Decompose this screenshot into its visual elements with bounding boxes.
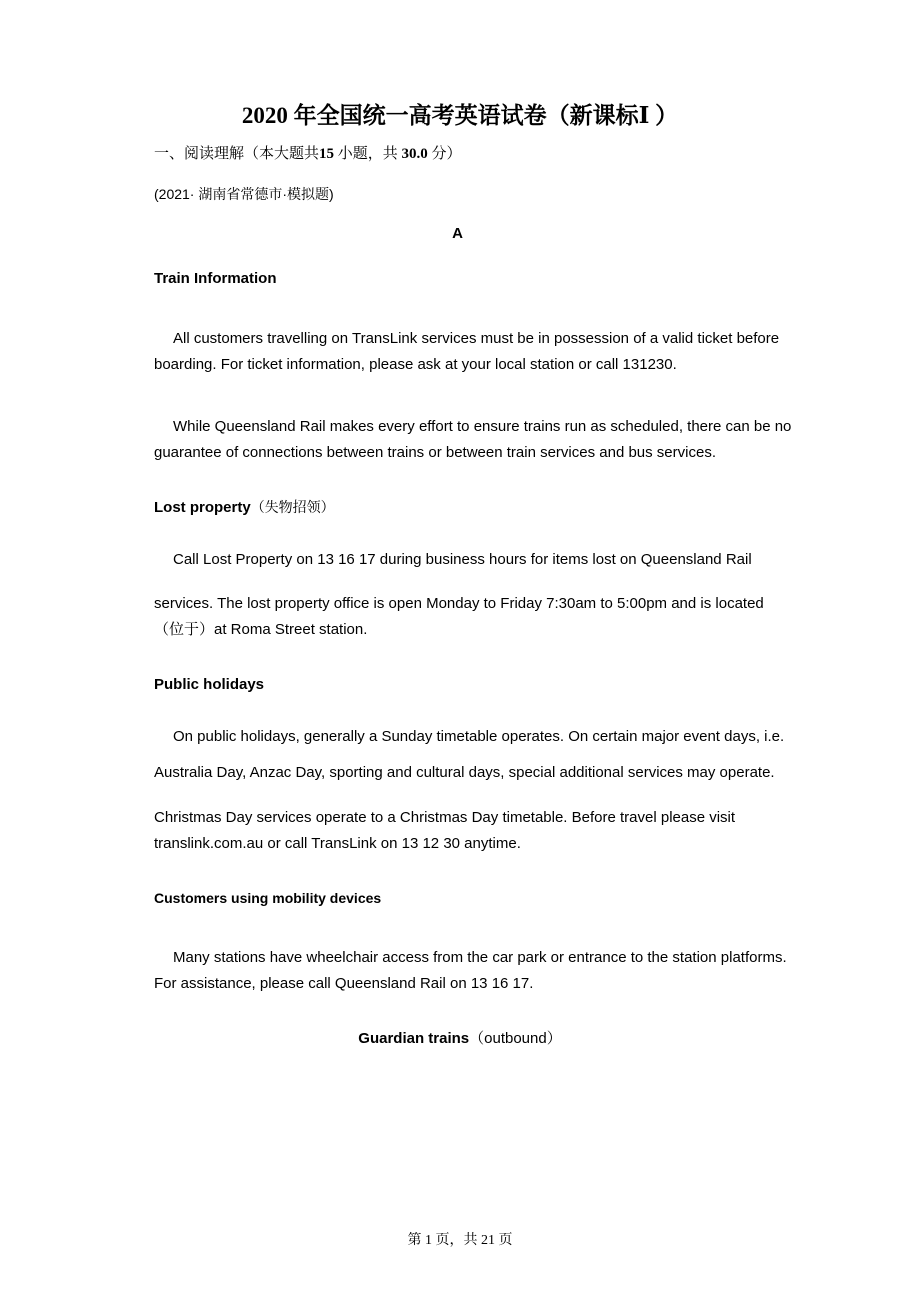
train-info-p2-line2: guarantee of connections between trains or between train services and bus services. (154, 444, 716, 461)
page-title: 2020 年全国统一高考英语试卷（新课标Ⅰ ） (241, 103, 679, 128)
section-question-count: 15 (319, 146, 335, 162)
guardian-trains-heading (0, 1028, 920, 1050)
mobility-line2: For assistance, please call Queensland Rail on 13 16 17. (154, 975, 534, 992)
lost-property-title: Lost property (154, 499, 251, 516)
page-footer: 第 1 页，共 21 页 (407, 1233, 513, 1248)
lost-property-line3: （位于）at Roma Street station. (154, 621, 368, 638)
mobility-line1: Many stations have wheelchair access from the car park or entrance to the station platforms. (173, 949, 787, 966)
train-info-p2-line1: While Queensland Rail makes every effort to ensure trains run as scheduled, there can be no (173, 418, 792, 435)
section-label: 一、阅读理解（本大题共 (154, 146, 320, 162)
train-info-heading: Train Information (154, 270, 277, 287)
section-end: 分） (427, 146, 462, 162)
lost-property-line1: Call Lost Property on 13 16 17 during business hours for items lost on Queensland Rail (173, 551, 752, 568)
section-heading (154, 143, 462, 165)
public-holidays-line1: On public holidays, generally a Sunday timetable operates. On certain major event days, i.e. (173, 728, 785, 745)
public-holidays-line2: Australia Day, Anzac Day, sporting and cultural days, special additional services may operate. (154, 764, 775, 781)
section-mid: 小题，共 (334, 146, 402, 162)
question-source: (2021· 湖南省常德市·模拟题) (154, 186, 334, 202)
part-label: A (452, 225, 463, 242)
public-holidays-line4: translink.com.au or call TransLink on 13 12 30 anytime. (154, 835, 521, 852)
lost-property-heading (154, 497, 335, 519)
section-score: 30.0 (401, 146, 428, 162)
train-info-p1-line2: boarding. For ticket information, please ask at your local station or call 131230. (154, 356, 677, 373)
lost-property-note: （失物招领） (250, 500, 335, 516)
guardian-trains-note: （outbound） (469, 1030, 562, 1047)
train-info-p1-line1: All customers travelling on TransLink services must be in possession of a valid ticket before (173, 330, 780, 347)
guardian-trains-title: Guardian trains (358, 1030, 470, 1047)
public-holidays-line3: Christmas Day services operate to a Christmas Day timetable. Before travel please visit (154, 809, 736, 826)
mobility-heading: Customers using mobility devices (154, 890, 382, 906)
public-holidays-heading: Public holidays (154, 676, 265, 693)
lost-property-line2: services. The lost property office is open Monday to Friday 7:30am to 5:00pm and is located (154, 595, 764, 612)
